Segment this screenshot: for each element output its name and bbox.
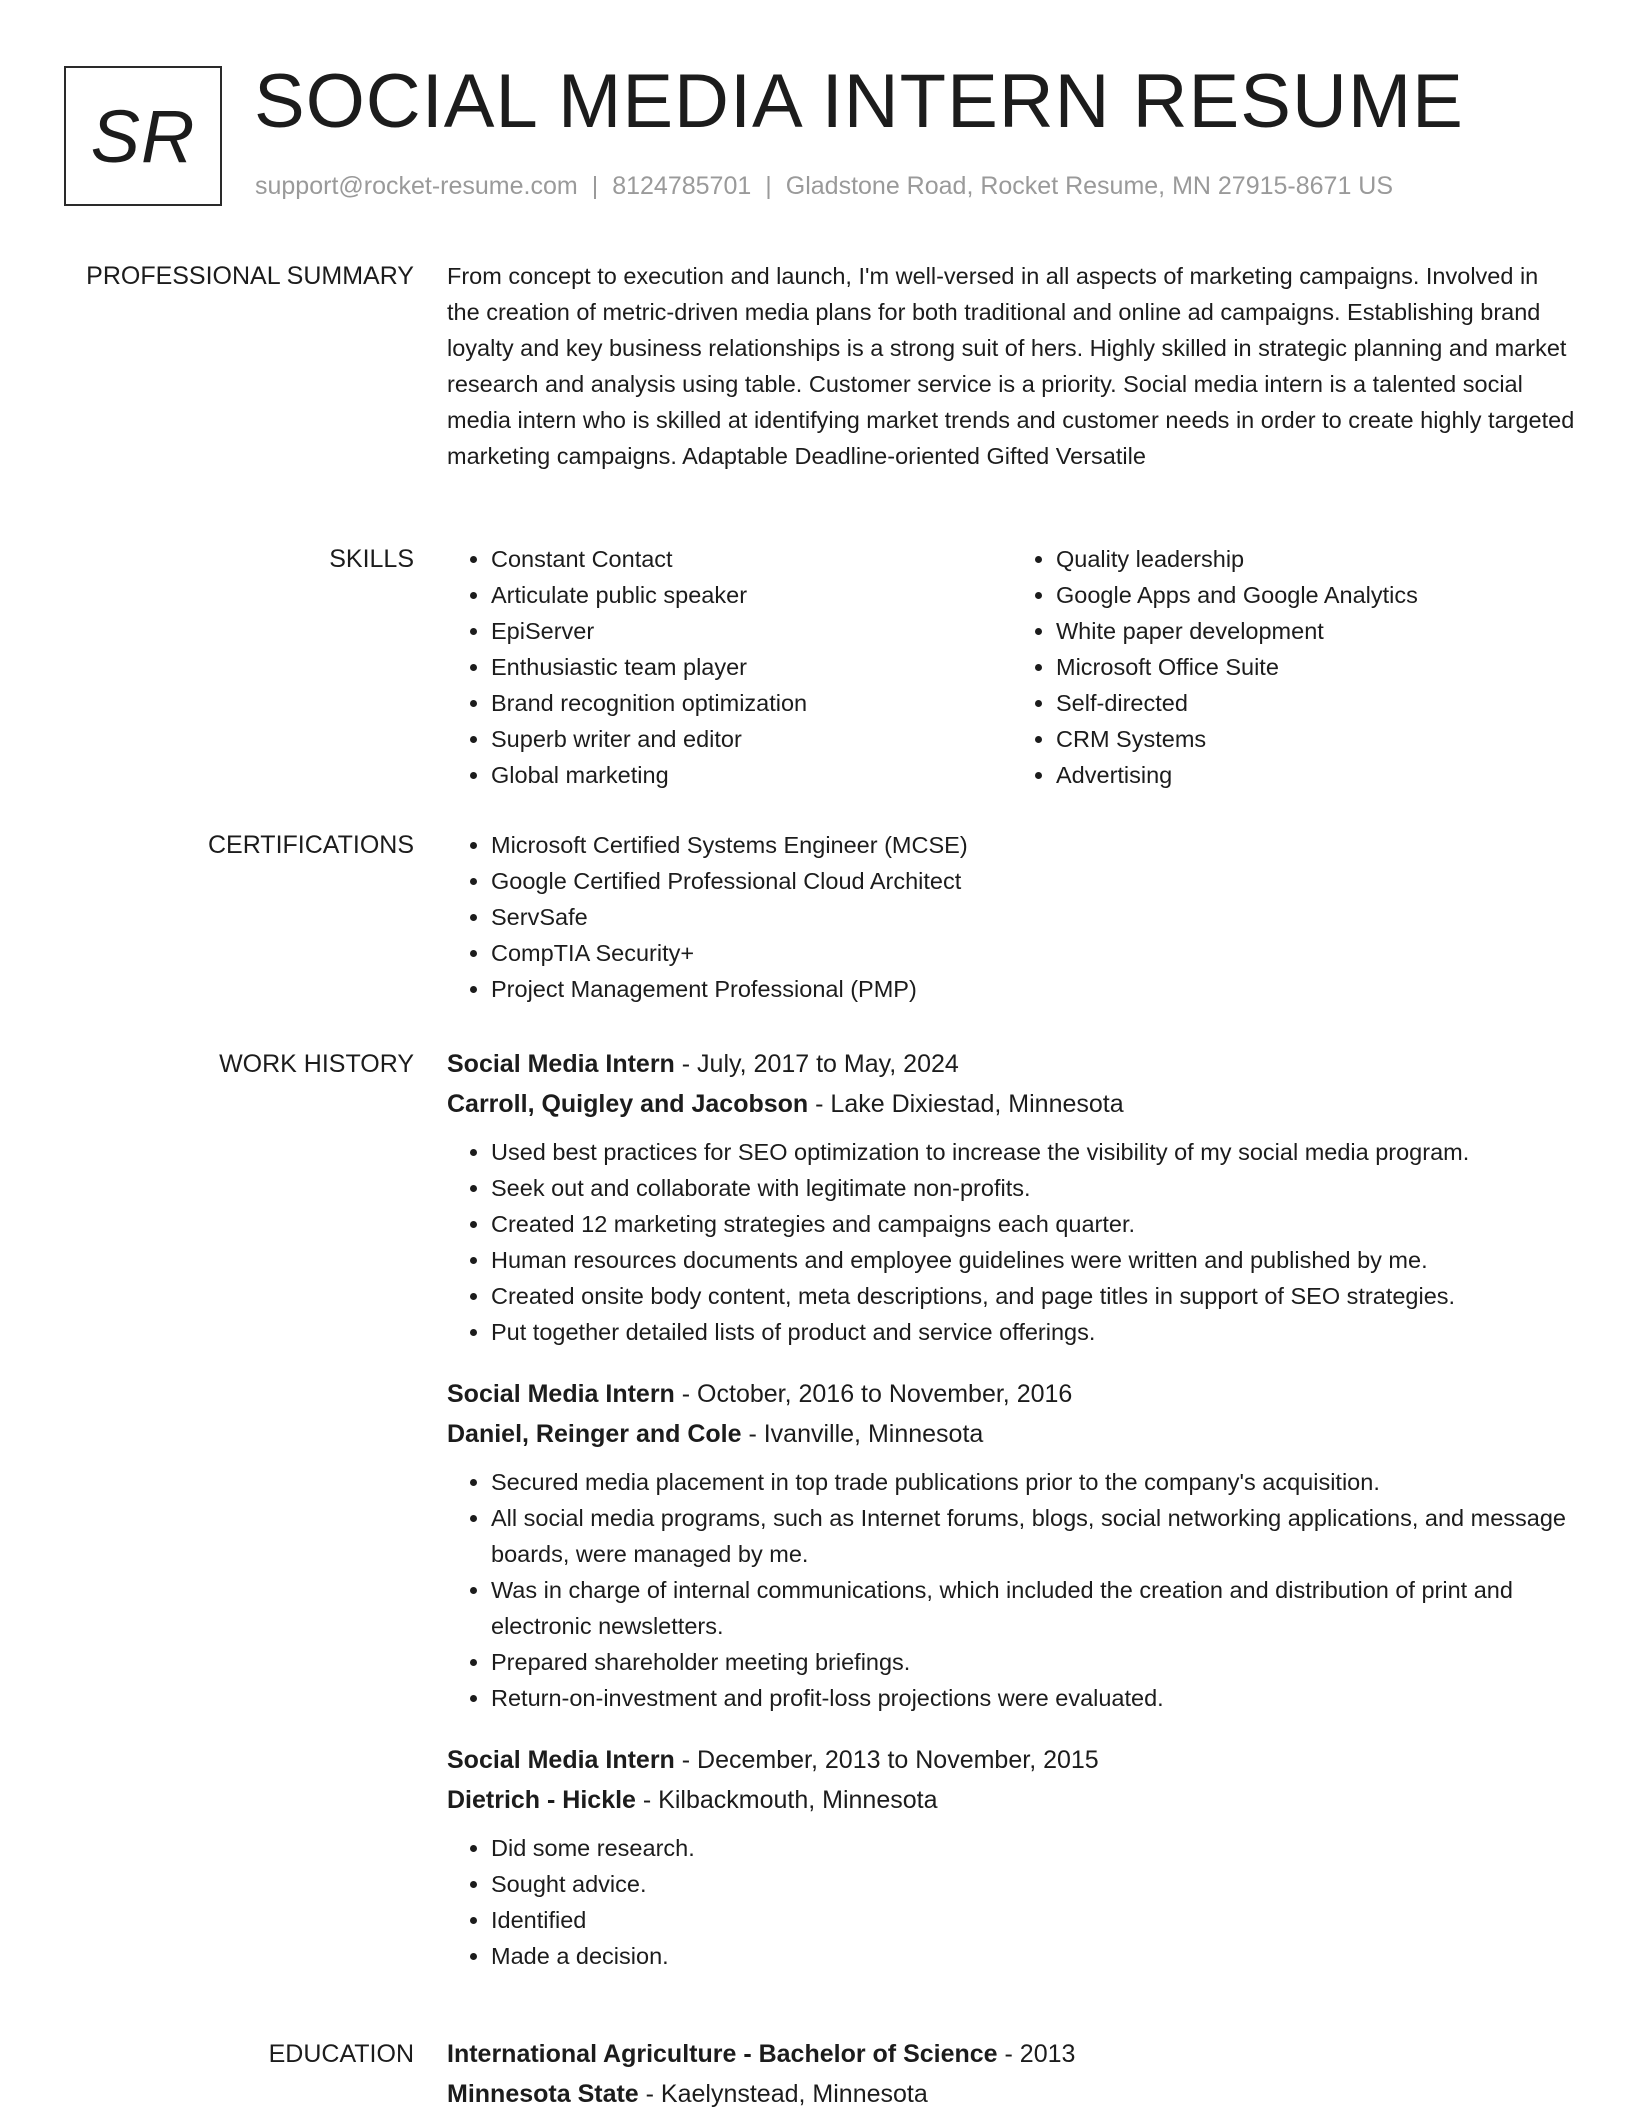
job-title: Social Media Intern [447, 1746, 675, 1774]
job-company: Carroll, Quigley and Jacobson [447, 1090, 809, 1118]
job-location: - Ivanville, Minnesota [741, 1420, 984, 1448]
summary-label: PROFESSIONAL SUMMARY [86, 262, 414, 290]
skill-item: • Global marketing [491, 757, 1012, 793]
contact-address: Gladstone Road, Rocket Resume, MN 27915-8671 US [785, 172, 1394, 200]
job-bullet: • Prepared shareholder meeting briefings. [491, 1644, 1577, 1680]
certification-item: • ServSafe [491, 899, 1577, 935]
job-dates: - December, 2013 to November, 2015 [674, 1746, 1099, 1774]
skill-item: • Enthusiastic team player [491, 649, 1012, 685]
job-entry [447, 1740, 1577, 1974]
job-bullet: • Put together detailed lists of product and service offerings. [491, 1314, 1577, 1350]
skill-item: • EpiServer [491, 613, 1012, 649]
job-title-line [447, 1044, 1577, 1084]
job-bullet: • Was in charge of internal communications, which included the creation and distribution of print and electronic newsletters. [491, 1572, 1577, 1644]
job-bullet: • Sought advice. [491, 1866, 1577, 1902]
skill-item: • Advertising [1056, 757, 1577, 793]
job-dates: - October, 2016 to November, 2016 [674, 1380, 1073, 1408]
monogram-box [64, 66, 222, 206]
skill-item: • Articulate public speaker [491, 577, 1012, 613]
skill-item: • Brand recognition optimization [491, 685, 1012, 721]
job-company: Dietrich - Hickle [447, 1786, 636, 1814]
job-location: - Kilbackmouth, Minnesota [635, 1786, 938, 1814]
summary-text: From concept to execution and launch, I'm well-versed in all aspects of marketing campaigns. Involved in the creation of metric-driven media plans for both traditional and online ad campaigns. Establishing brand loyalty and key business relationships is a strong suit of hers. Highly skilled in strategic planning and market research and analysis using table. Customer service is a priority. Social media intern is a talented social media intern who is skilled at identifying market trends and customer needs in order to create highly targeted marketing campaigns. Adaptable Deadline-oriented Gifted Versatile [447, 263, 1575, 469]
certification-item: • Microsoft Certified Systems Engineer (MCSE) [491, 827, 1577, 863]
job-title: Social Media Intern [447, 1380, 675, 1408]
job-bullet: • Seek out and collaborate with legitimate non-profits. [491, 1170, 1577, 1206]
job-bullet: • Secured media placement in top trade publications prior to the company's acquisition. [491, 1464, 1577, 1500]
work-history-label: WORK HISTORY [219, 1050, 414, 1078]
skill-item: • White paper development [1056, 613, 1577, 649]
skill-item: • Google Apps and Google Analytics [1056, 577, 1577, 613]
job-title-line [447, 1374, 1577, 1414]
education-degree-line [447, 2034, 1577, 2074]
contact-phone[interactable]: 8124785701 [612, 172, 752, 200]
skill-item: • Superb writer and editor [491, 721, 1012, 757]
job-location: - Lake Dixiestad, Minnesota [808, 1090, 1124, 1118]
job-entry [447, 1044, 1577, 1350]
skills-list-left [447, 541, 1012, 793]
skill-item: • Constant Contact [491, 541, 1012, 577]
education-content [447, 2034, 1577, 2114]
certifications-list [447, 827, 1577, 1007]
job-bullets [447, 1464, 1577, 1716]
skill-item: • Self-directed [1056, 685, 1577, 721]
certification-item: • Google Certified Professional Cloud Architect [491, 863, 1577, 899]
resume-header [64, 59, 1592, 208]
job-bullet: • Created 12 marketing strategies and campaigns each quarter. [491, 1206, 1577, 1242]
skills-label: SKILLS [329, 545, 414, 573]
job-title-line [447, 1740, 1577, 1780]
contact-separator: | [591, 172, 599, 200]
job-bullet: • Human resources documents and employee guidelines were written and published by me. [491, 1242, 1577, 1278]
certifications-label: CERTIFICATIONS [207, 831, 414, 859]
skills-list-right [1012, 541, 1577, 793]
education-year: - 2013 [997, 2040, 1076, 2068]
job-bullet: • Made a decision. [491, 1938, 1577, 1974]
certifications-content [447, 827, 1577, 1007]
job-company-line [447, 1414, 1577, 1454]
job-entry [447, 1374, 1577, 1716]
job-bullets [447, 1134, 1577, 1350]
education-school: Minnesota State [447, 2080, 639, 2108]
job-company-line [447, 1780, 1577, 1820]
job-bullet: • Identified [491, 1902, 1577, 1938]
education-label: EDUCATION [268, 2040, 414, 2068]
job-bullets [447, 1830, 1577, 1974]
skill-item: • Microsoft Office Suite [1056, 649, 1577, 685]
skills-columns [447, 541, 1577, 793]
job-bullet: • Used best practices for SEO optimization to increase the visibility of my social media program. [491, 1134, 1577, 1170]
skill-item: • CRM Systems [1056, 721, 1577, 757]
job-bullet: • Return-on-investment and profit-loss projections were evaluated. [491, 1680, 1577, 1716]
certification-item: • CompTIA Security+ [491, 935, 1577, 971]
job-bullet: • Created onsite body content, meta descriptions, and page titles in support of SEO strategies. [491, 1278, 1577, 1314]
education-school-line [447, 2074, 1577, 2114]
resume-title: SOCIAL MEDIA INTERN RESUME [254, 59, 1464, 144]
job-dates: - July, 2017 to May, 2024 [674, 1050, 959, 1078]
job-bullet: • All social media programs, such as Internet forums, blogs, social networking applications, and message boards, were managed by me. [491, 1500, 1577, 1572]
job-title: Social Media Intern [447, 1050, 675, 1078]
contact-email[interactable]: support@rocket-resume.com [255, 172, 578, 200]
job-company: Daniel, Reinger and Cole [447, 1420, 742, 1448]
education-degree: International Agriculture - Bachelor of Science [447, 2040, 998, 2068]
contact-separator: | [765, 172, 772, 200]
work-history-content [447, 1044, 1577, 1998]
job-bullet: • Did some research. [491, 1830, 1577, 1866]
certification-item: • Project Management Professional (PMP) [491, 971, 1577, 1007]
contact-line [255, 172, 1393, 201]
education-location: - Kaelynstead, Minnesota [638, 2080, 928, 2108]
skill-item: • Quality leadership [1056, 541, 1577, 577]
monogram-initials: SR [90, 94, 196, 178]
job-company-line [447, 1084, 1577, 1124]
